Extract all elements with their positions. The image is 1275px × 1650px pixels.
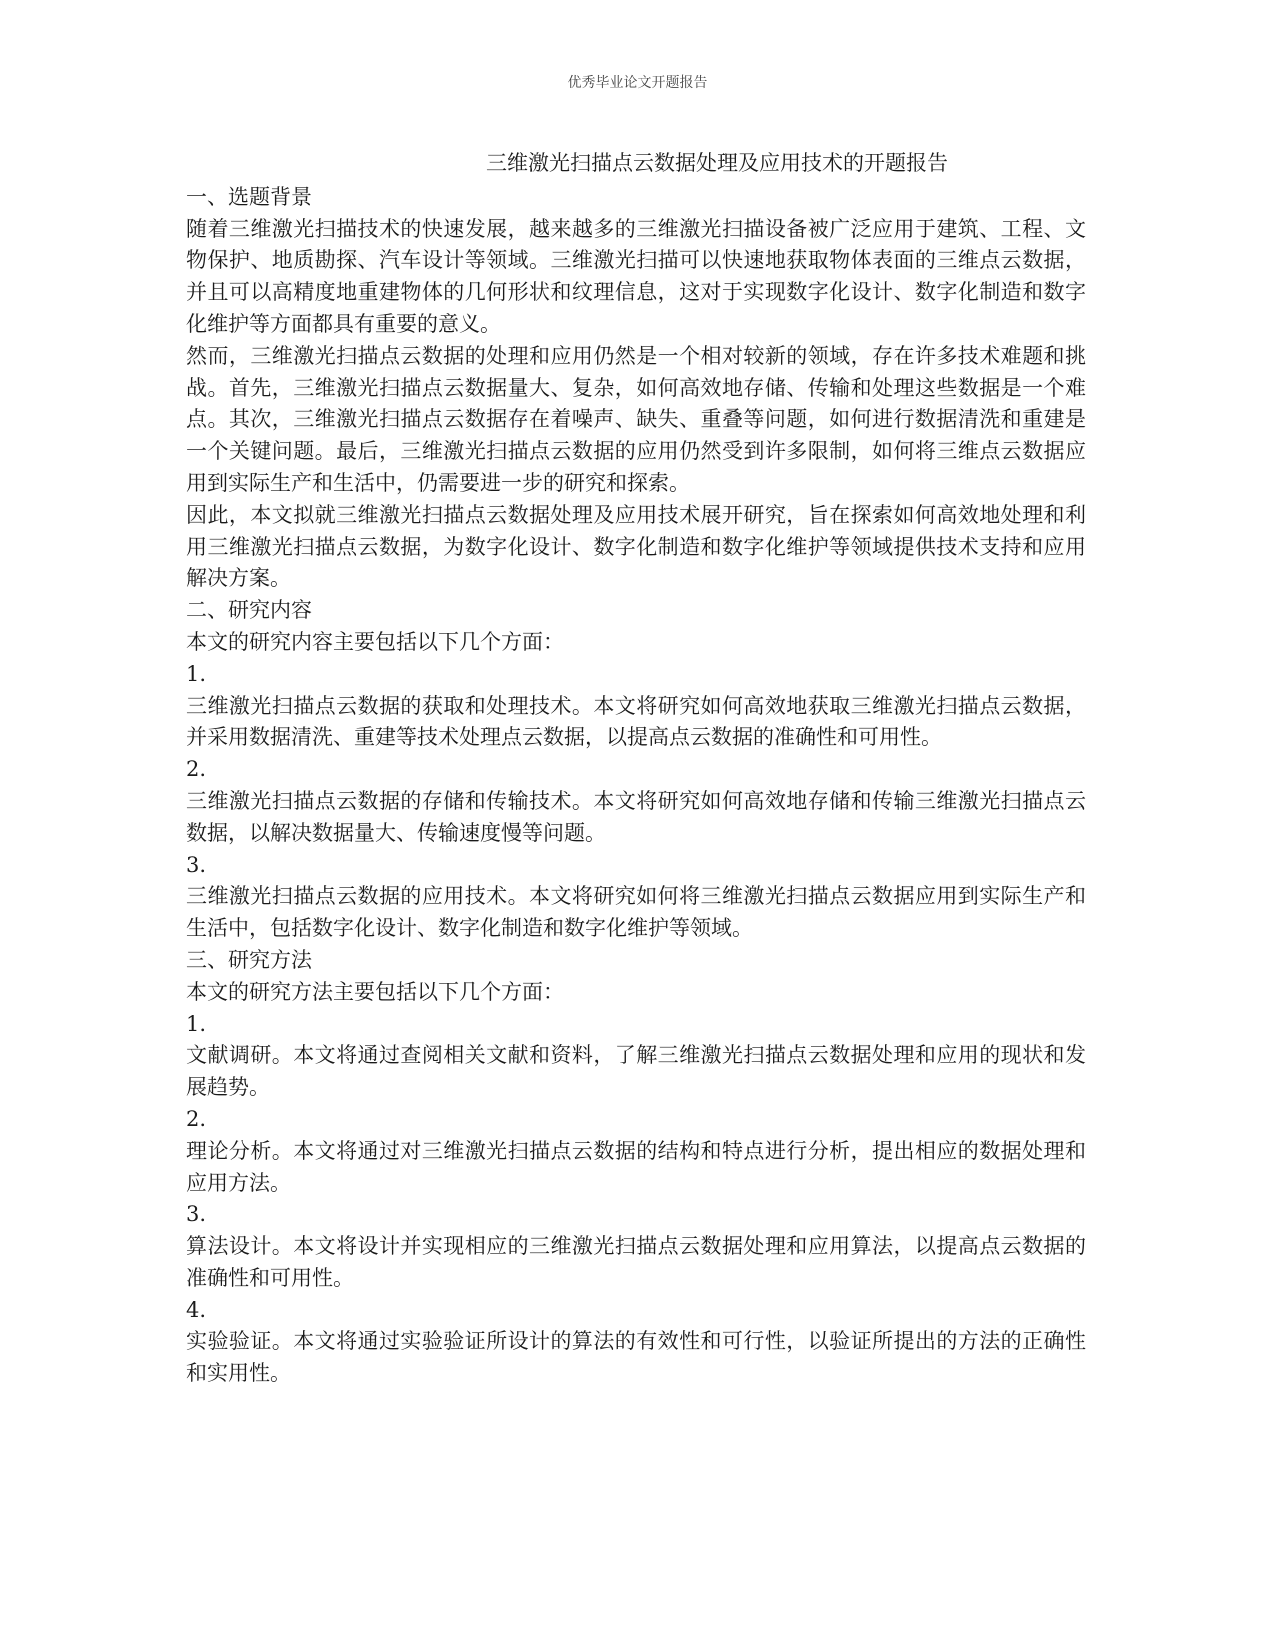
section-intro: 本文的研究方法主要包括以下几个方面： (186, 979, 564, 1004)
paragraph: 因此，本文拟就三维激光扫描点云数据处理及应用技术展开研究，旨在探索如何高效地处理和利用三维激光扫描点云数据，为数字化设计、数字化制造和数字化维护等领域提供技术支持和应用解决方案。 (186, 502, 1086, 591)
section-intro: 本文的研究内容主要包括以下几个方面： (186, 629, 564, 654)
page-header: 优秀毕业论文开题报告 (567, 75, 708, 91)
list-item-text: 文献调研。本文将通过查阅相关文献和资料，了解三维激光扫描点云数据处理和应用的现状和发展趋势。 (186, 1043, 1086, 1100)
list-item-number: 2. (186, 1106, 207, 1131)
list-item-number: 4. (186, 1297, 207, 1322)
list-item-text: 三维激光扫描点云数据的存储和传输技术。本文将研究如何高效地存储和传输三维激光扫描点云数据，以解决数据量大、传输速度慢等问题。 (186, 788, 1086, 845)
paragraph: 随着三维激光扫描技术的快速发展，越来越多的三维激光扫描设备被广泛应用于建筑、工程、文物保护、地质勘探、汽车设计等领域。三维激光扫描可以快速地获取物体表面的三维点云数据，并且可以高精度地重建物体的几何形状和纹理信息，这对于实现数字化设计、数字化制造和数字化维护等方面都具有重要的意义。 (186, 216, 1086, 336)
list-item-text: 三维激光扫描点云数据的获取和处理技术。本文将研究如何高效地获取三维激光扫描点云数据，并采用数据清洗、重建等技术处理点云数据，以提高点云数据的准确性和可用性。 (186, 693, 1086, 750)
list-item-number: 1. (186, 1011, 207, 1036)
paragraph: 然而，三维激光扫描点云数据的处理和应用仍然是一个相对较新的领域，存在许多技术难题和挑战。首先，三维激光扫描点云数据量大、复杂，如何高效地存储、传输和处理这些数据是一个难点。其次，三维激光扫描点云数据存在着噪声、缺失、重叠等问题，如何进行数据清洗和重建是一个关键问题。最后，三维激光扫描点云数据的应用仍然受到许多限制，如何将三维点云数据应用到实际生产和生活中，仍需要进一步的研究和探索。 (186, 343, 1086, 495)
section-heading-research-methods: 三、研究方法 (186, 947, 312, 972)
list-item-number: 1. (186, 661, 207, 686)
document-body (186, 148, 1086, 1390)
list-item-text: 三维激光扫描点云数据的应用技术。本文将研究如何将三维激光扫描点云数据应用到实际生产和生活中，包括数字化设计、数字化制造和数字化维护等领域。 (186, 884, 1086, 941)
list-item-number: 3. (186, 1202, 207, 1227)
list-item-text: 理论分析。本文将通过对三维激光扫描点云数据的结构和特点进行分析，提出相应的数据处理和应用方法。 (186, 1138, 1086, 1195)
list-item-text: 算法设计。本文将设计并实现相应的三维激光扫描点云数据处理和应用算法，以提高点云数据的准确性和可用性。 (186, 1234, 1086, 1290)
list-item-number: 2. (186, 757, 207, 782)
list-item-number: 3. (186, 852, 207, 877)
section-heading-background: 一、选题背景 (186, 184, 312, 209)
section-heading-research-content: 二、研究内容 (186, 598, 312, 623)
list-item-text: 实验验证。本文将通过实验验证所设计的算法的有效性和可行性，以验证所提出的方法的正确性和实用性。 (186, 1329, 1086, 1386)
document-title: 三维激光扫描点云数据处理及应用技术的开题报告 (486, 151, 948, 175)
